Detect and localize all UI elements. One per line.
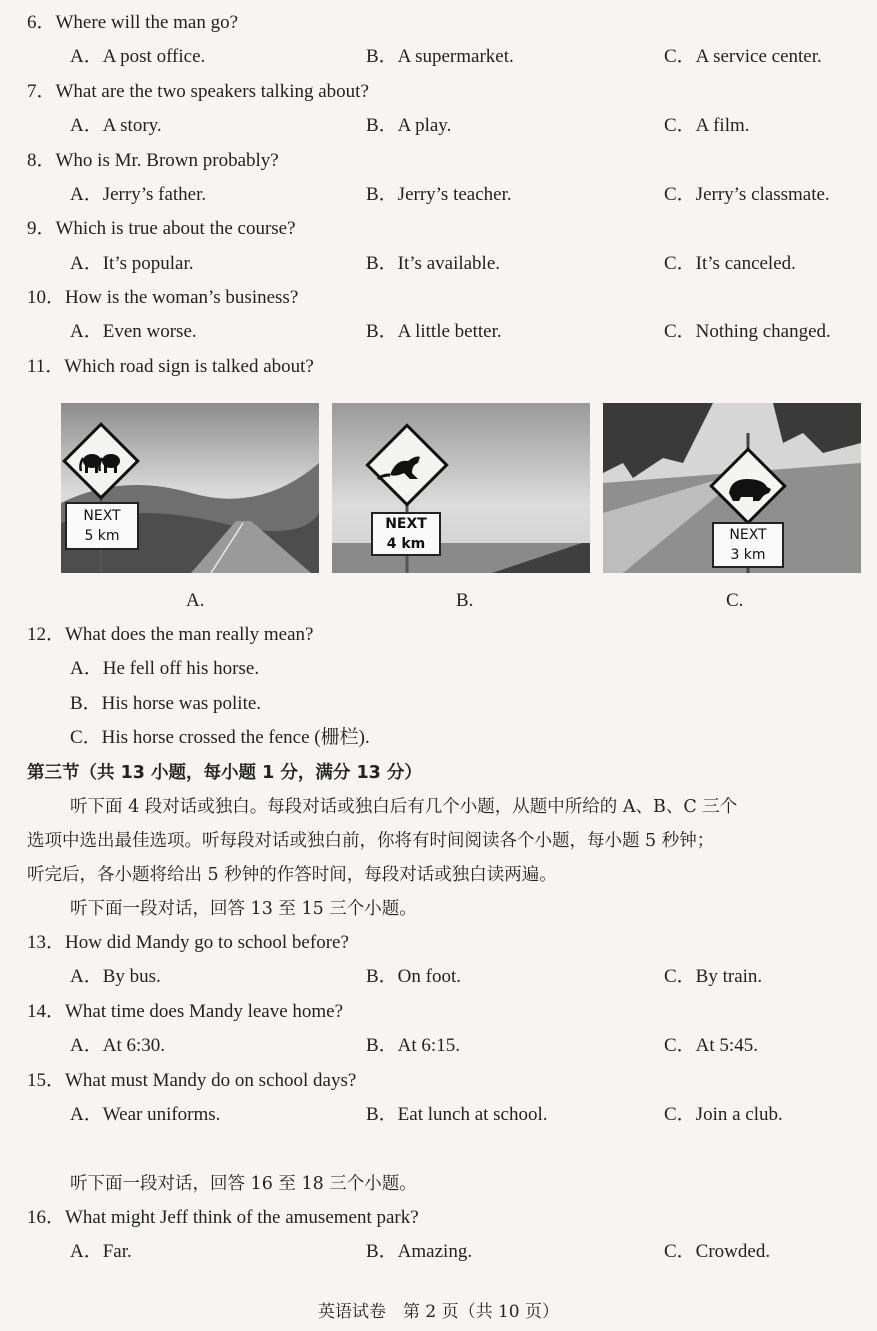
question-text: 16．What might Jeff think of the amusement park? [27,1207,419,1228]
q12-option-b: B．His horse was polite. [70,693,262,714]
dialogue-intro-16-18: 听下面一段对话，回答 16 至 18 三个小题。 [70,1174,417,1194]
option-b: B．It’s available. [366,253,501,274]
option-c: C．Crowded. [664,1241,771,1262]
image-label-c: C. [726,590,744,611]
option-a: A．A story. [70,115,162,136]
option-c: C．Nothing changed. [664,321,831,342]
question-text: 7．What are the two speakers talking about? [27,81,369,102]
option-a: A．It’s popular. [70,253,194,274]
question-text: 10．How is the woman’s business? [27,287,299,308]
image-label-a: A. [186,590,205,611]
option-c: C．It’s canceled. [664,253,796,274]
sign-distance: 3 km [730,547,766,563]
option-a: A．A post office. [70,46,206,67]
question-text: 9．Which is true about the course? [27,218,296,239]
option-b: B．A supermarket. [366,46,514,67]
road-sign-image-b [332,403,590,573]
sign-next-text: NEXT [83,508,121,524]
option-a: A．At 6:30. [70,1035,166,1056]
road-sign-image-c [603,403,861,573]
option-b: B．At 6:15. [366,1035,460,1056]
image-label-b: B. [456,590,474,611]
sign-distance: 5 km [84,528,120,544]
section-heading: 第三节（共 13 小题，每小题 1 分，满分 13 分） [27,763,422,783]
option-c: C．Join a club. [664,1104,783,1125]
sign-next-text: NEXT [729,527,767,543]
q12-option-a: A．He fell off his horse. [70,658,260,679]
instructions-line-1: 听下面 4 段对话或独白。每段对话或独白后有几个小题，从题中所给的 A、B、C 三个 [70,797,738,817]
question-text: 13．How did Mandy go to school before? [27,932,349,953]
dialogue-intro-13-15: 听下面一段对话，回答 13 至 15 三个小题。 [70,899,417,919]
option-b: B．On foot. [366,966,462,987]
option-c: C．By train. [664,966,763,987]
option-b: B．A play. [366,115,452,136]
option-b: B．Eat lunch at school. [366,1104,548,1125]
page-footer: 英语试卷 第 2 页（共 10 页） [317,1302,560,1322]
instructions-line-3: 听完后，各小题将给出 5 秒钟的作答时间，每段对话或独白读两遍。 [27,865,557,885]
option-b: B．A little better. [366,321,502,342]
option-b: B．Amazing. [366,1241,473,1262]
option-a: A．Jerry’s father. [70,184,207,205]
question-12-text: 12．What does the man really mean? [27,624,314,645]
option-a: A．Far. [70,1241,132,1262]
question-text: 15．What must Mandy do on school days? [27,1070,357,1091]
question-text: 14．What time does Mandy leave home? [27,1001,344,1022]
sign-distance: 4 km [386,536,426,552]
option-a: A．Wear uniforms. [70,1104,221,1125]
instructions-line-2: 选项中选出最佳选项。听每段对话或独白前，你将有时间阅读各个小题，每小题 5 秒钟； [27,831,715,851]
option-b: B．Jerry’s teacher. [366,184,512,205]
option-c: C．Jerry’s classmate. [664,184,830,205]
sign-next-text: NEXT [385,516,427,532]
question-11-text: 11．Which road sign is talked about? [27,356,314,377]
road-sign-image-a [61,403,319,573]
option-c: C．A film. [664,115,750,136]
question-text: 8．Who is Mr. Brown probably? [27,150,279,171]
option-a: A．By bus. [70,966,161,987]
option-a: A．Even worse. [70,321,197,342]
q12-option-c: C．His horse crossed the fence (栅栏). [70,727,370,748]
option-c: C．A service center. [664,46,822,67]
question-text: 6．Where will the man go? [27,12,239,33]
option-c: C．At 5:45. [664,1035,758,1056]
